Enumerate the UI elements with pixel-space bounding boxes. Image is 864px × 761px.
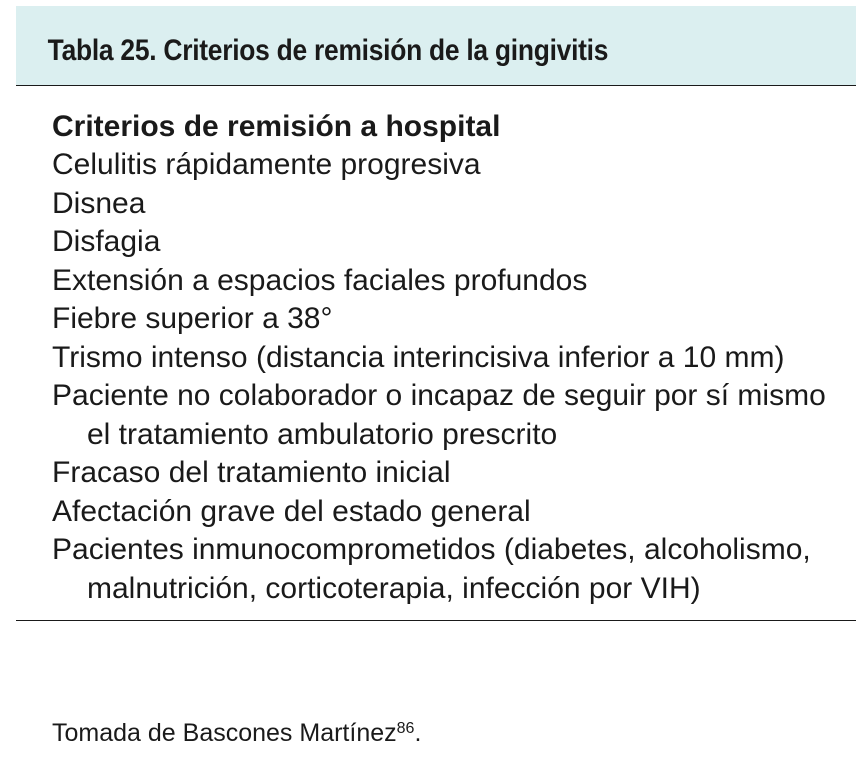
- criterion-disfagia: Disfagia: [52, 225, 161, 258]
- criterion-fracaso: Fracaso del tratamiento inicial: [52, 456, 451, 489]
- footnote-text: Tomada de Bascones Martínez: [52, 719, 397, 747]
- criteria-table: [16, 6, 856, 621]
- criterion-inmunocomprometidos: Pacientes inmunocomprometidos (diabetes, alcoholismo, malnutrición, corticoterapia, infección por VIH): [52, 533, 811, 605]
- footnote-reference: 86: [396, 720, 415, 737]
- table-header: [16, 6, 856, 86]
- criterion-afectacion: Afectación grave del estado general: [52, 494, 531, 528]
- criterion-disnea: Disnea: [52, 186, 146, 220]
- section-heading: Criterios de remisión a hospital: [52, 110, 501, 143]
- table-body: [16, 86, 856, 621]
- criterion-trismo: Trismo intenso (distancia interincisiva inferior a 10 mm): [52, 340, 785, 374]
- criterion-paciente-no-colaborador: Paciente no colaborador o incapaz de seguir por sí mismo el tratamiento ambulatorio prescrito: [52, 379, 826, 451]
- criterion-extension: Extensión a espacios faciales profundos: [52, 263, 588, 297]
- table-title: Tabla 25. Criterios de remisión de la gingivitis: [47, 33, 609, 67]
- criterion-celulitis: Celulitis rápidamente progresiva: [52, 148, 481, 181]
- source-footnote: [52, 716, 421, 750]
- footnote-end: .: [414, 719, 422, 747]
- criterion-fiebre: Fiebre superior a 38°: [52, 302, 333, 335]
- criteria-list: [52, 146, 836, 608]
